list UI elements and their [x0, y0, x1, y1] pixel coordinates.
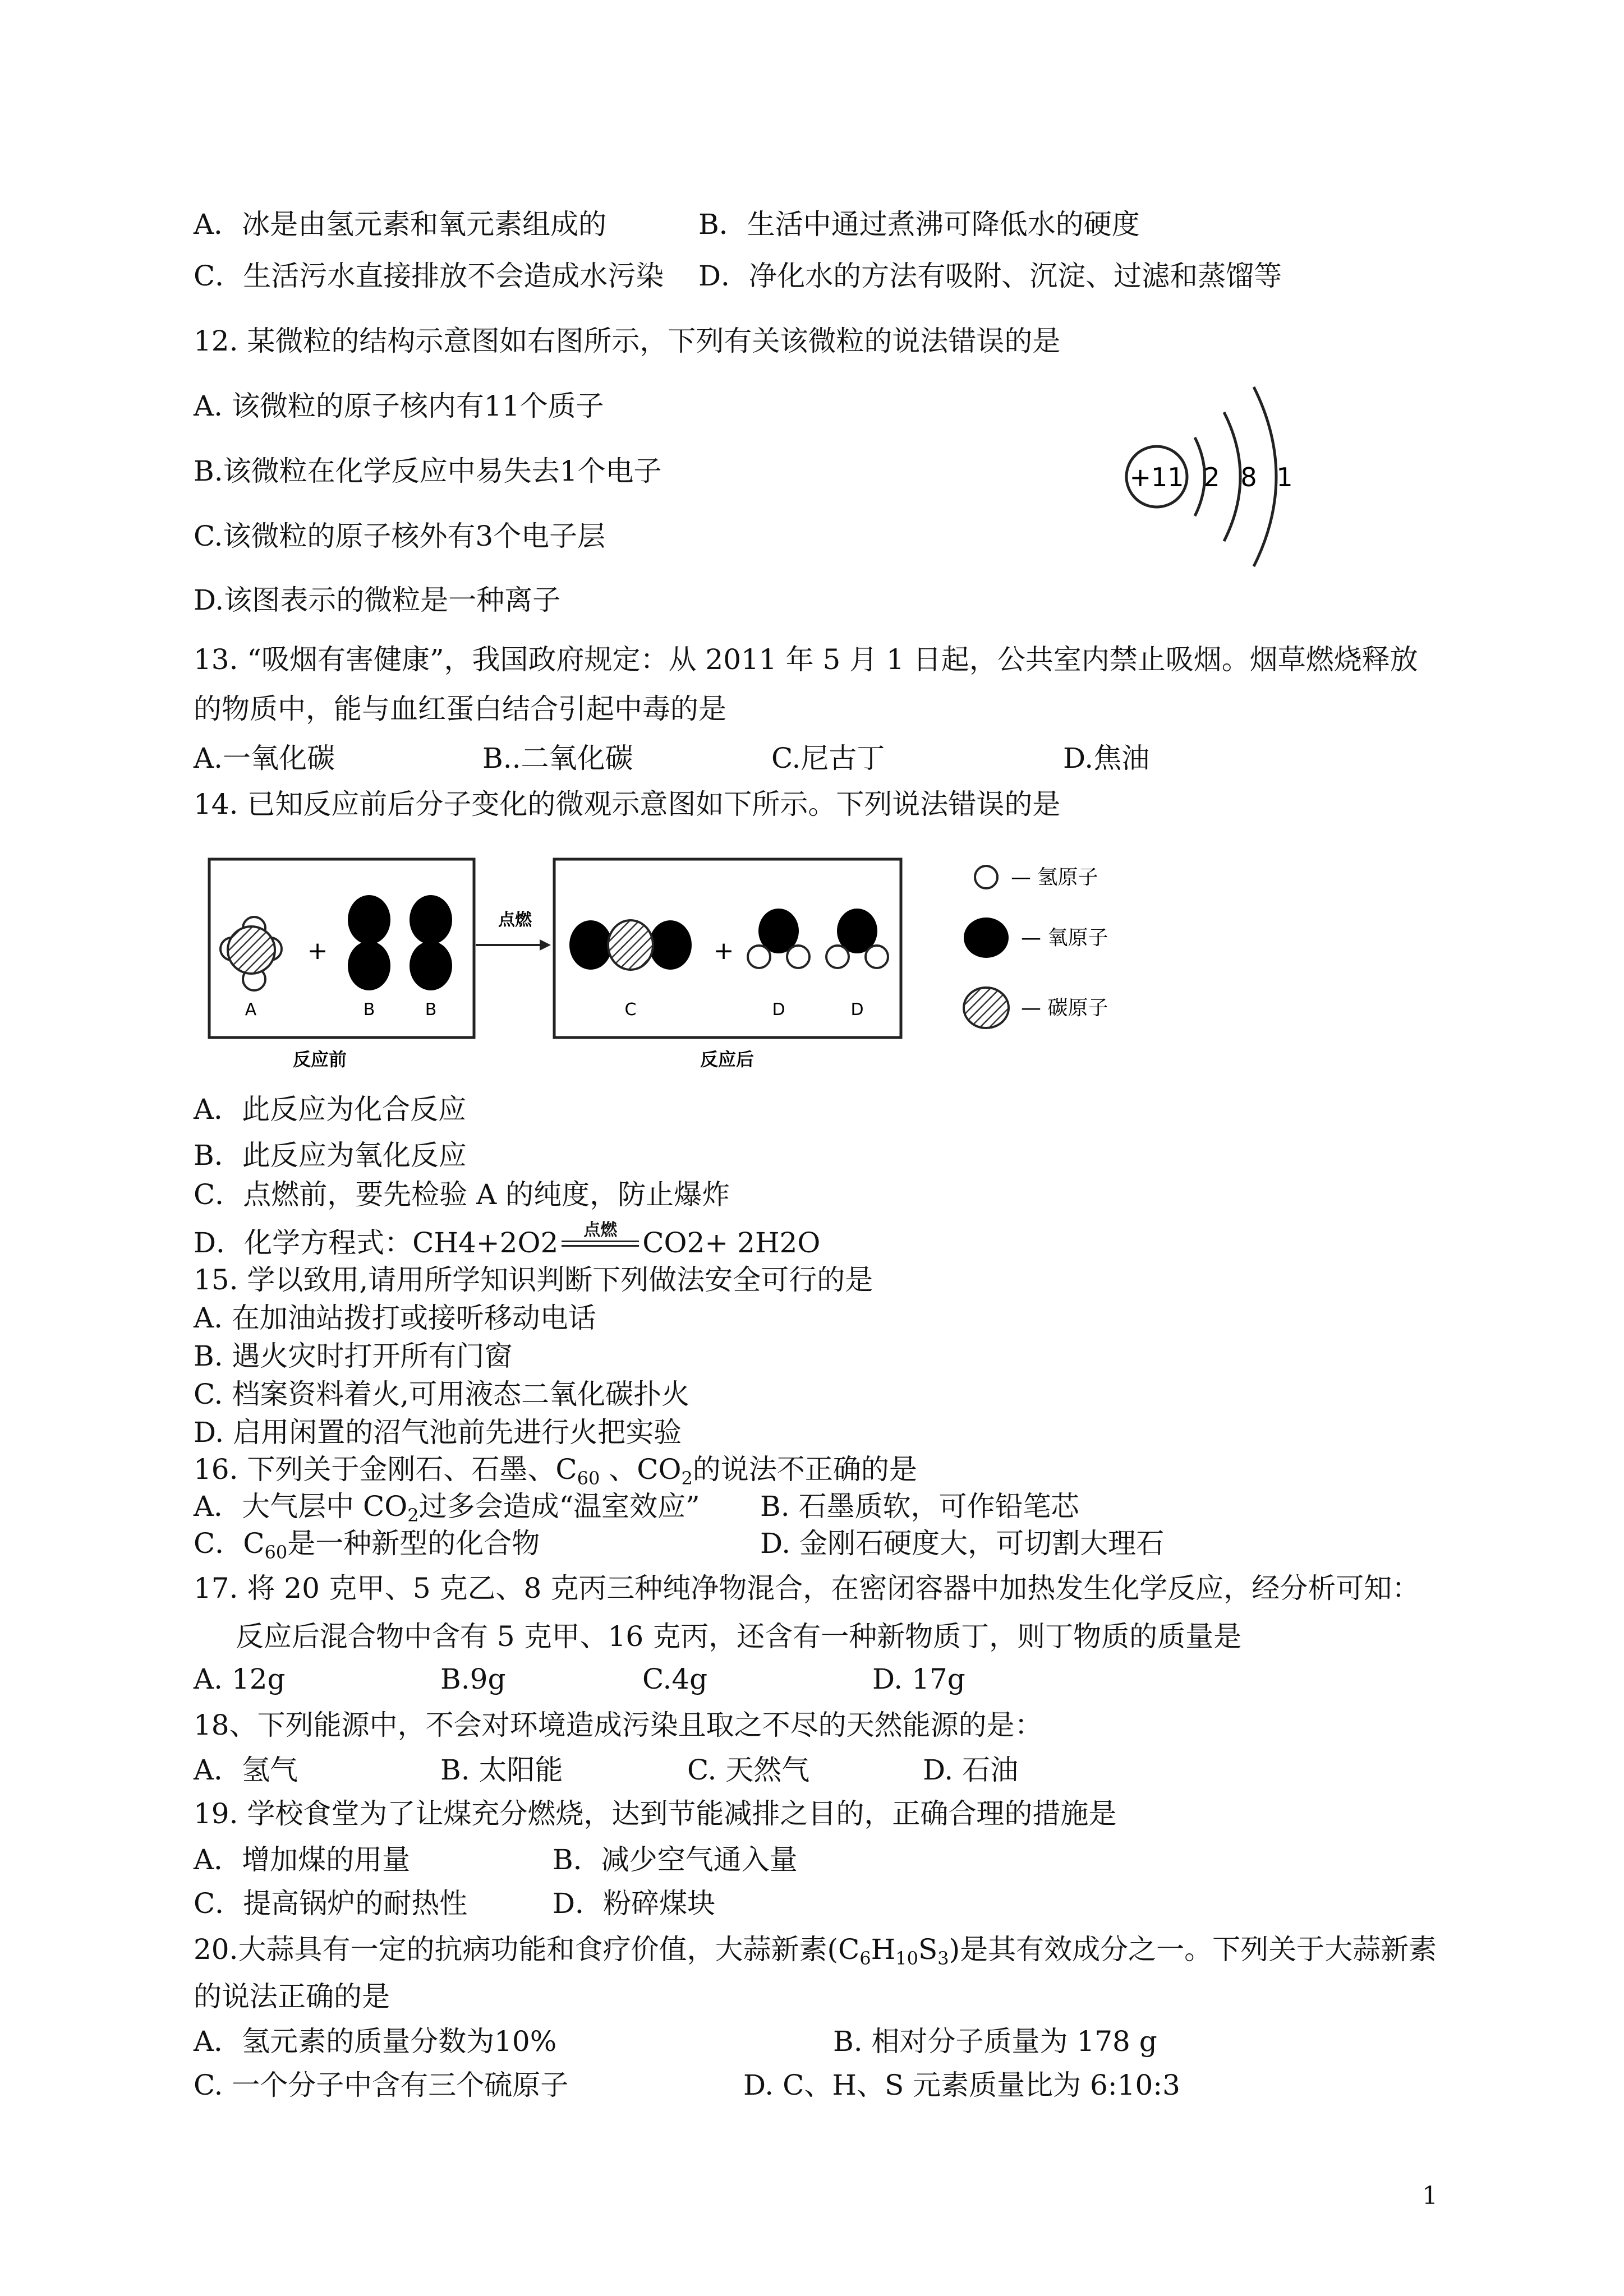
q16-option-a-tail: 过多会造成“温室效应”: [418, 1490, 700, 1523]
q13-options: [194, 741, 1150, 775]
q16-stem-sub-60: 60: [577, 1468, 600, 1489]
q19-stem: 19. 学校食堂为了让煤充分燃烧，达到节能减排之目的，正确合理的措施是: [194, 1797, 1117, 1830]
q17-options: [194, 1662, 965, 1696]
reaction-condition-text: 点燃: [583, 1220, 618, 1240]
label-a: A: [245, 1000, 257, 1020]
q12-option-b: B.该微粒在化学反应中易失去1个电子: [194, 455, 662, 487]
q16-option-a-text: A．大气层中 CO: [194, 1490, 408, 1523]
q16-stem-co: 、CO: [600, 1453, 682, 1486]
q17-option-b: B.9g: [440, 1663, 506, 1695]
q20-row1: [194, 2025, 1157, 2058]
q11-row1: [194, 208, 1140, 241]
q18-option-c: C. 天然气: [687, 1754, 810, 1786]
q19-row1: [194, 1843, 798, 1877]
q13-stem-line1: 13. “吸烟有害健康”，我国政府规定：从 2011 年 5 月 1 日起，公共室内禁止吸烟。烟草燃烧释放: [194, 643, 1418, 676]
q20-option-c: C. 一个分子中含有三个硫原子: [194, 2069, 569, 2101]
q16-stem: [194, 1453, 917, 1489]
q15-stem: 15. 学以致用,请用所学知识判断下列做法安全可行的是: [194, 1264, 873, 1296]
q18-option-b: B. 太阳能: [440, 1754, 563, 1786]
legend-carbon-swatch: [964, 988, 1009, 1028]
q17-option-d: D. 17g: [872, 1663, 965, 1695]
shell-2-arc: [1224, 412, 1240, 541]
legend-hydrogen-swatch: [975, 866, 997, 888]
q16-option-c: [194, 1527, 540, 1563]
plus-before: +: [307, 937, 328, 965]
q20-option-d: D. C、H、S 元素质量比为 6:10:3: [743, 2069, 1180, 2101]
label-d1: D: [772, 1000, 785, 1020]
q16-option-a-sub: 2: [407, 1505, 419, 1526]
molecule-c-carbon-dioxide: [569, 920, 692, 970]
q15-option-a: A. 在加油站拨打或接听移动电话: [194, 1302, 596, 1334]
q15-option-b: B. 遇火灾时打开所有门窗: [194, 1340, 513, 1372]
nucleus-charge: +11: [1129, 462, 1184, 492]
legend-oxygen-swatch: [964, 918, 1009, 958]
label-b2: B: [425, 1000, 437, 1020]
q12-stem: 12. 某微粒的结构示意图如右图所示，下列有关该微粒的说法错误的是: [194, 325, 1061, 357]
reaction-micro-diagram: [208, 847, 1172, 1082]
q14-option-d: [194, 1220, 821, 1260]
shell-2-electrons: 8: [1240, 462, 1257, 492]
legend-hydrogen-label: — 氢原子: [1011, 866, 1098, 889]
q14-option-d-right: CO2+ 2H2O: [642, 1227, 821, 1259]
shell-3-arc: [1254, 387, 1276, 566]
q14-option-c: C．点燃前，要先检验 A 的纯度，防止爆炸: [194, 1178, 730, 1211]
q12-option-c: C.该微粒的原子核外有3个电子层: [194, 520, 606, 552]
q17-option-a: A. 12g: [194, 1663, 286, 1695]
label-d2: D: [850, 1000, 864, 1020]
q11-option-b: B．生活中通过煮沸可降低水的硬度: [698, 208, 1140, 241]
after-caption: 反应后: [700, 1049, 755, 1070]
q17-stem-line2: 反应后混合物中含有 5 克甲、16 克丙，还含有一种新物质丁，则丁物质的质量是: [236, 1620, 1242, 1653]
q18-option-a: A．氢气: [194, 1754, 298, 1786]
q13-option-d: D.焦油: [1063, 742, 1150, 774]
q16-row2: [194, 1527, 1165, 1563]
q20-option-b: B. 相对分子质量为 178 g: [833, 2025, 1157, 2058]
q13-stem-line2: 的物质中，能与血红蛋白结合引起中毒的是: [194, 693, 726, 725]
q11-row2: [194, 259, 1282, 293]
shell-3-electrons: 1: [1276, 462, 1293, 492]
q16-option-d: D. 金刚石硬度大，可切割大理石: [760, 1527, 1165, 1560]
q20-stem-tail: )是其有效成分之一。下列关于大蒜新素: [949, 1933, 1437, 1966]
q14-option-d-left: D．化学方程式：CH4+2O2: [194, 1227, 559, 1259]
q19-option-b: B．减少空气通入量: [553, 1843, 798, 1876]
q16-option-c-tail: 是一种新型的化合物: [287, 1527, 540, 1560]
q17-stem-line1: 17. 将 20 克甲、5 克乙、8 克丙三种纯净物混合，在密闭容器中加热发生化学反应，经分析可知：: [194, 1572, 1420, 1605]
q17-option-c: C.4g: [642, 1663, 708, 1695]
q18-option-d: D. 石油: [923, 1754, 1019, 1786]
q16-stem-sub-2: 2: [681, 1468, 693, 1489]
q20-option-a: A．氢元素的质量分数为10%: [194, 2025, 557, 2058]
atom-structure-diagram: [1116, 381, 1318, 572]
legend: [964, 866, 1108, 1028]
q19-option-c: C．提高锅炉的耐热性: [194, 1887, 468, 1920]
molecule-d-water-2: [826, 909, 888, 968]
q19-option-d: D．粉碎煤块: [553, 1887, 716, 1920]
q20-stem-text: 20.大蒜具有一定的抗病功能和食疗价值，大蒜新素(C: [194, 1933, 860, 1966]
q15-option-d: D. 启用闲置的沼气池前先进行火把实验: [194, 1416, 682, 1449]
q12-option-d: D.该图表示的微粒是一种离子: [194, 584, 561, 616]
q11-option-c: C．生活污水直接排放不会造成水污染: [194, 260, 664, 292]
q18-options: [194, 1753, 1019, 1787]
molecule-b-oxygen-1: [348, 895, 390, 990]
q18-stem: 18、下列能源中，不会对环境造成污染且取之不尽的天然能源的是：: [194, 1709, 1043, 1741]
molecule-b-oxygen-2: [410, 895, 452, 990]
q16-option-a: [194, 1490, 700, 1526]
q16-option-c-text: C．C: [194, 1527, 265, 1560]
label-c: C: [624, 1000, 637, 1020]
q11-option-d: D．净化水的方法有吸附、沉淀、过滤和蒸馏等: [698, 260, 1282, 292]
q14-stem: 14. 已知反应前后分子变化的微观示意图如下所示。下列说法错误的是: [194, 788, 1061, 820]
q20-row2: [194, 2068, 1180, 2102]
q11-option-a: A．冰是由氢元素和氧元素组成的: [194, 208, 607, 241]
page-number: 1: [1422, 2182, 1438, 2210]
q14-option-b: B．此反应为氧化反应: [194, 1139, 467, 1172]
q20-sub-c: 6: [859, 1948, 871, 1969]
reaction-arrow-head: [540, 939, 551, 951]
molecule-a-methane: [220, 917, 282, 990]
q15-option-c: C. 档案资料着火,可用液态二氧化碳扑火: [194, 1378, 690, 1410]
legend-oxygen-label: — 氧原子: [1021, 926, 1108, 949]
q19-option-a: A．增加煤的用量: [194, 1843, 411, 1876]
molecule-d-water-1: [748, 909, 809, 968]
q13-option-b: B..二氧化碳: [482, 742, 633, 774]
q20-s: S: [918, 1933, 938, 1966]
arrow-label: 点燃: [498, 910, 532, 930]
q20-stem-line2: 的说法正确的是: [194, 1980, 390, 2013]
q12-option-a: A. 该微粒的原子核内有11个质子: [194, 390, 604, 422]
q20-stem-line1: [194, 1933, 1437, 1969]
q16-row1: [194, 1490, 1079, 1526]
q14-option-a: A．此反应为化合反应: [194, 1093, 467, 1126]
plus-after: +: [713, 937, 734, 965]
label-b1: B: [363, 1000, 375, 1020]
q16-option-b: B. 石墨质软，可作铅笔芯: [760, 1490, 1079, 1523]
legend-carbon-label: — 碳原子: [1021, 997, 1108, 1020]
q13-option-c: C.尼古丁: [771, 742, 885, 774]
q16-stem-tail: 的说法不正确的是: [692, 1453, 917, 1486]
q20-h: H: [871, 1933, 896, 1966]
q20-sub-h: 10: [895, 1948, 918, 1969]
q16-stem-text: 16. 下列关于金刚石、石墨、C: [194, 1453, 577, 1486]
q16-option-c-sub: 60: [264, 1542, 288, 1563]
q13-option-a: A.一氧化碳: [194, 742, 335, 774]
shell-1-electrons: 2: [1203, 462, 1220, 492]
before-caption: 反应前: [292, 1049, 347, 1070]
q19-row2: [194, 1887, 716, 1920]
reaction-condition-sign: [558, 1220, 642, 1260]
q20-sub-s: 3: [937, 1948, 949, 1969]
